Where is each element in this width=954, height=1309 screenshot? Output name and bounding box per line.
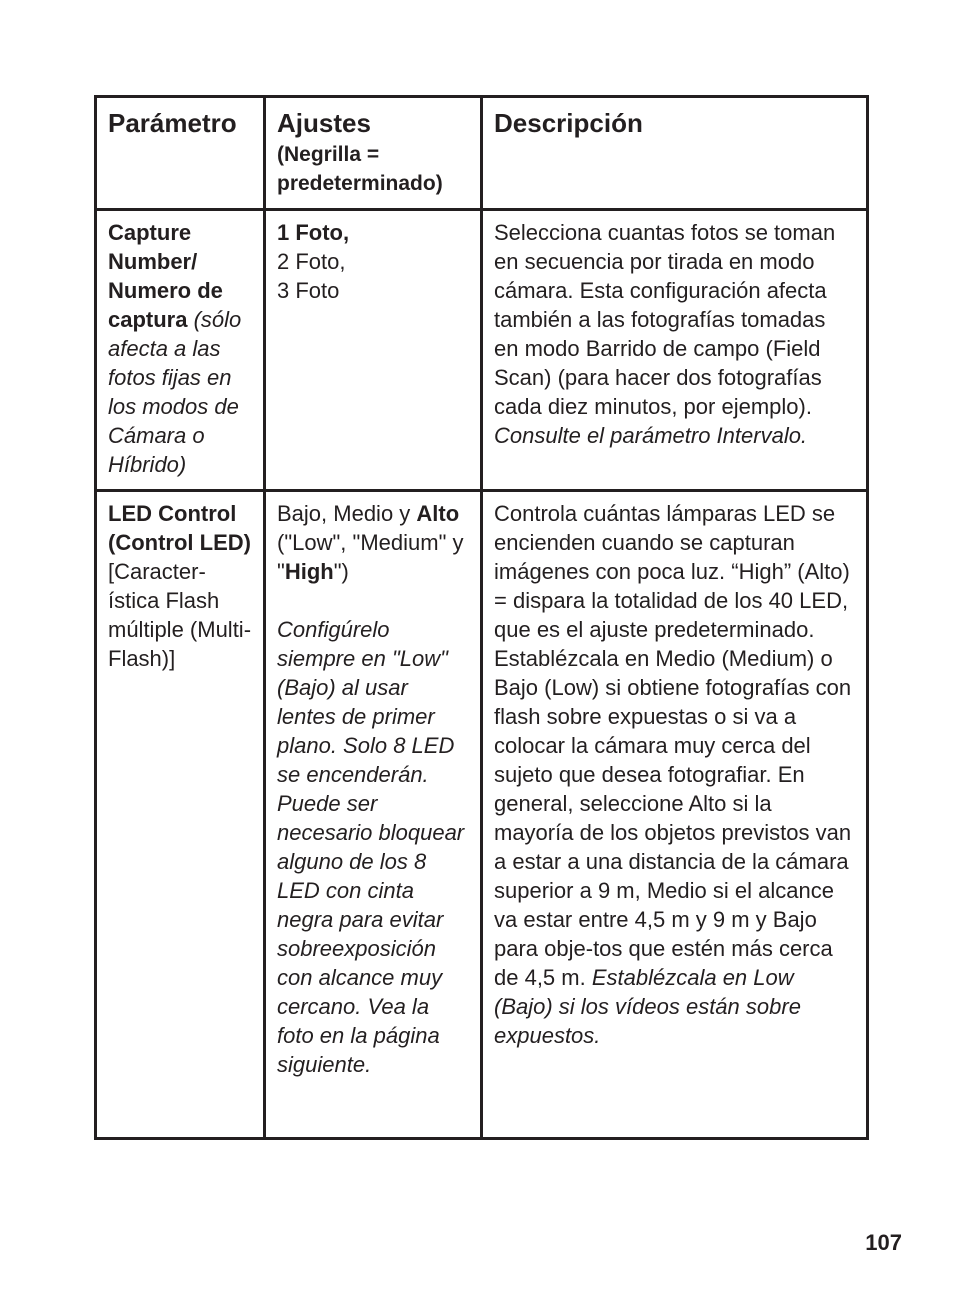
header-descripcion <box>482 97 868 210</box>
header-parametro <box>96 97 265 210</box>
description-note: Consulte el parámetro Intervalo. <box>494 423 808 448</box>
table-row <box>96 210 868 491</box>
row-led-settings <box>265 491 482 1139</box>
settings-note: Configúrelo siempre en "Low" (Bajo) al usar lentes de primer plano. Solo 8 LED se encenderán. Puede ser necesario bloquear alguno de los 8 LED con cinta negra para evitar sobreexposición con alcance muy cercano. Vea la foto en la página siguiente. <box>277 617 465 1077</box>
settings-text: ") <box>333 559 349 584</box>
settings-table <box>94 95 869 1140</box>
page-number: 107 <box>865 1230 902 1255</box>
row-led-param <box>96 491 265 1139</box>
header-ajustes <box>265 97 482 210</box>
row-capture-settings <box>265 210 482 491</box>
settings-option: 2 Foto, <box>277 249 346 274</box>
header-ajustes-label: Ajustes <box>277 108 371 138</box>
spacer <box>277 586 469 615</box>
header-descripcion-label: Descripción <box>494 108 643 138</box>
settings-default-high: High <box>284 559 334 584</box>
settings-default-alto: Alto <box>416 501 460 526</box>
table-row <box>96 491 868 1139</box>
param-note: [Caracter-ística Flash múltiple (Multi-Flash)] <box>108 559 252 671</box>
header-ajustes-sub: (Negrilla = predeterminado) <box>277 143 443 195</box>
settings-text: ("Low", "Medium" y " <box>277 530 464 584</box>
row-led-desc <box>482 491 868 1139</box>
settings-options <box>277 499 469 586</box>
row-capture-desc <box>482 210 868 491</box>
settings-default: 1 Foto, <box>277 220 350 245</box>
description-text: Controla cuántas lámparas LED se encienden cuando se capturan imágenes con poca luz. “High” (Alto) = dispara la totalidad de los 40 LED, que es el ajuste predeterminado. Establézcala en Medio (Medium) o Bajo (Low) si obtiene fotografías con flash sobre expuestas o si va a colocar la cámara muy cerca del sujeto que desea fotografiar. En general, seleccione Alto si la mayoría de los objetos previstos van a estar a una distancia de la cámara superior a 9 m, Medio si el alcance va estar entre 4,5 m y 9 m y Bajo para obje-tos que estén más cerca de 4,5 m. <box>494 501 852 990</box>
settings-text: Bajo, Medio y <box>277 501 417 526</box>
description-note: Establézcala en Low (Bajo) si los vídeos están sobre expuestos. <box>494 965 801 1048</box>
settings-option: 3 Foto <box>277 278 340 303</box>
row-capture-param <box>96 210 265 491</box>
description-text: Selecciona cuantas fotos se toman en secuencia por tirada en modo cámara. Esta configuración afecta también a las fotografías tomadas en modo Barrido de campo (Field Scan) (para hacer dos fotografías cada diez minutos, por ejemplo). <box>494 220 836 419</box>
param-name: Capture Number/ Numero de captura <box>108 220 223 332</box>
header-parametro-label: Parámetro <box>108 108 237 138</box>
param-note: (sólo afecta a las fotos fijas en los modos de Cámara o Híbrido) <box>108 307 242 477</box>
table-header-row <box>96 97 868 210</box>
param-name: LED Control (Control LED) <box>108 501 251 555</box>
